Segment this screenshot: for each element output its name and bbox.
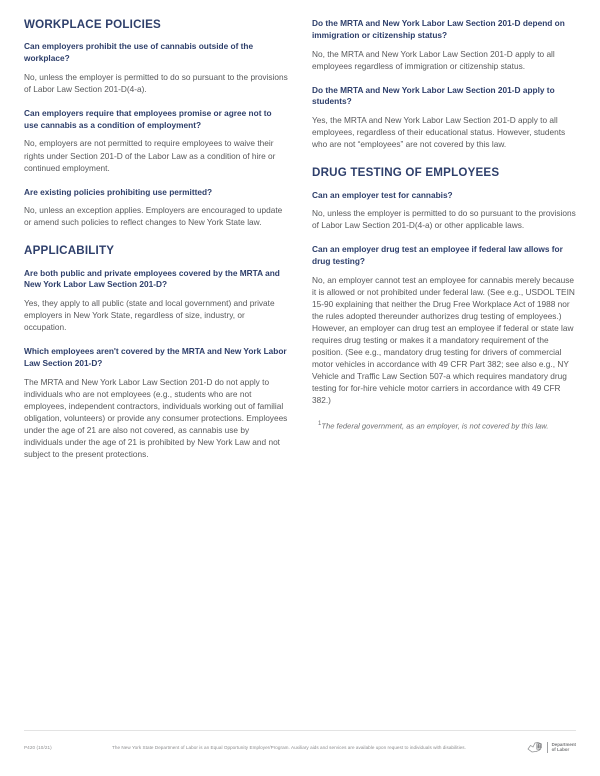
- logo-line-1: Department: [551, 741, 576, 747]
- question-heading: Are existing policies prohibiting use permitted?: [24, 186, 213, 197]
- footer-form-code: P420 (10/21): [24, 745, 52, 750]
- question-heading: Can an employer drug test an employee if federal law allows for drug testing?: [312, 244, 563, 267]
- section-heading-drug-testing: DRUG TESTING OF EMPLOYEES: [312, 166, 500, 180]
- logo-divider: [547, 742, 548, 753]
- section-immigration-and-students: [312, 18, 576, 150]
- answer-text: No, unless an exception applies. Employers are encouraged to update or amend such policies to reflect changes to New York State law.: [24, 205, 283, 228]
- page-footer: [24, 741, 576, 754]
- logo-wordmark: [552, 743, 576, 753]
- section-heading-workplace-policies: WORKPLACE POLICIES: [24, 18, 161, 31]
- right-column: [312, 18, 576, 432]
- question-heading: Do the MRTA and New York Labor Law Section 201-D apply to students?: [312, 84, 555, 107]
- question-heading: Can employers prohibit the use of cannabis outside of the workplace?: [24, 41, 254, 64]
- footnote-text: The federal government, as an employer, is not covered by this law.: [321, 421, 549, 431]
- answer-text: The MRTA and New York Labor Law Section 201-D do not apply to individuals who are not employees (e.g., students who are not employees, independent contractors, individuals working out of familial obligation, volunteers) or provide any consumer protections. Employees under the age of 21 are also not covered, as cannabis use by individuals under the age of 21 is prohibited by New York Law and not subject to the present protections.: [24, 376, 288, 459]
- question-heading: Do the MRTA and New York Labor Law Section 201-D depend on immigration or citizenship status?: [312, 18, 565, 40]
- footer-divider: [24, 730, 576, 731]
- footnote-marker: 1: [318, 421, 322, 428]
- answer-text: No, employers are not permitted to require employees to waive their rights under Section 201-D of the Labor Law as a condition of hire or continued employment.: [24, 138, 276, 173]
- answer-text: Yes, the MRTA and New York Labor Law Section 201-D apply to all employees, regardless of their educational status. However, students who are not “employees” are not covered by this law.: [312, 115, 566, 150]
- left-column: [24, 18, 288, 460]
- answer-text: Yes, they apply to all public (state and local government) and private employers in New York State, regardless of size, industry, or occupation.: [24, 298, 275, 333]
- answer-text: No, the MRTA and New York Labor Law Section 201-D apply to all employees regardless of immigration or citizenship status.: [312, 48, 555, 71]
- answer-text: No, unless the employer is permitted to do so pursuant to the provisions of Labor Law Section 201-D(4-a).: [24, 71, 288, 94]
- nys-department-of-labor-logo: [527, 741, 576, 754]
- section-heading-applicability: APPLICABILITY: [24, 244, 115, 258]
- section-workplace-policies: [24, 18, 288, 228]
- question-heading: Are both public and private employees covered by the MRTA and New York Labor Law Section 201-D?: [24, 267, 280, 290]
- footnote: [318, 420, 576, 432]
- new-york-state-outline-icon: [527, 741, 543, 754]
- section-applicability: [24, 244, 288, 460]
- question-heading: Can an employer test for cannabis?: [312, 189, 453, 200]
- answer-text: No, unless the employer is permitted to do so pursuant to the provisions of Labor Law Section 201-D(4-a) or other applicable laws.: [312, 208, 576, 231]
- question-heading: Which employees aren't covered by the MRTA and New York Labor Law Section 201-D?: [24, 346, 287, 369]
- answer-text: No, an employer cannot test an employee for cannabis merely because it is allowed or not prohibited under federal law. (See e.g., USDOL TEIN 15-90 explaining that neither the Drug Free Workplace Act of 1988 nor the rules adopted thereunder authorizes drug testing of employees.) However, an employer can drug test an employee if federal or state law requires drug testing or makes it a mandatory requirement of the position. (See e.g., mandatory drug testing for drivers of commercial motor vehicles in accordance with 49 CFR Part 382; see also e.g., NY Vehicle and Traffic Law Section 507-a which requires mandatory drug testing for for-hire vehicle motor carriers in accordance with 49 CFR 382.): [312, 274, 575, 406]
- question-heading: Can employers require that employees promise or agree not to use cannabis as a condition of employment?: [24, 107, 272, 130]
- section-drug-testing-of-employees: [312, 166, 576, 406]
- logo-line-2: of Labor: [551, 746, 570, 752]
- footer-equal-opportunity-statement: The New York State Department of Labor is an Equal Opportunity Employer/Program. Auxiliary aids and services are available upon request to individuals with disabilities.: [112, 745, 466, 750]
- two-column-body: [24, 18, 576, 460]
